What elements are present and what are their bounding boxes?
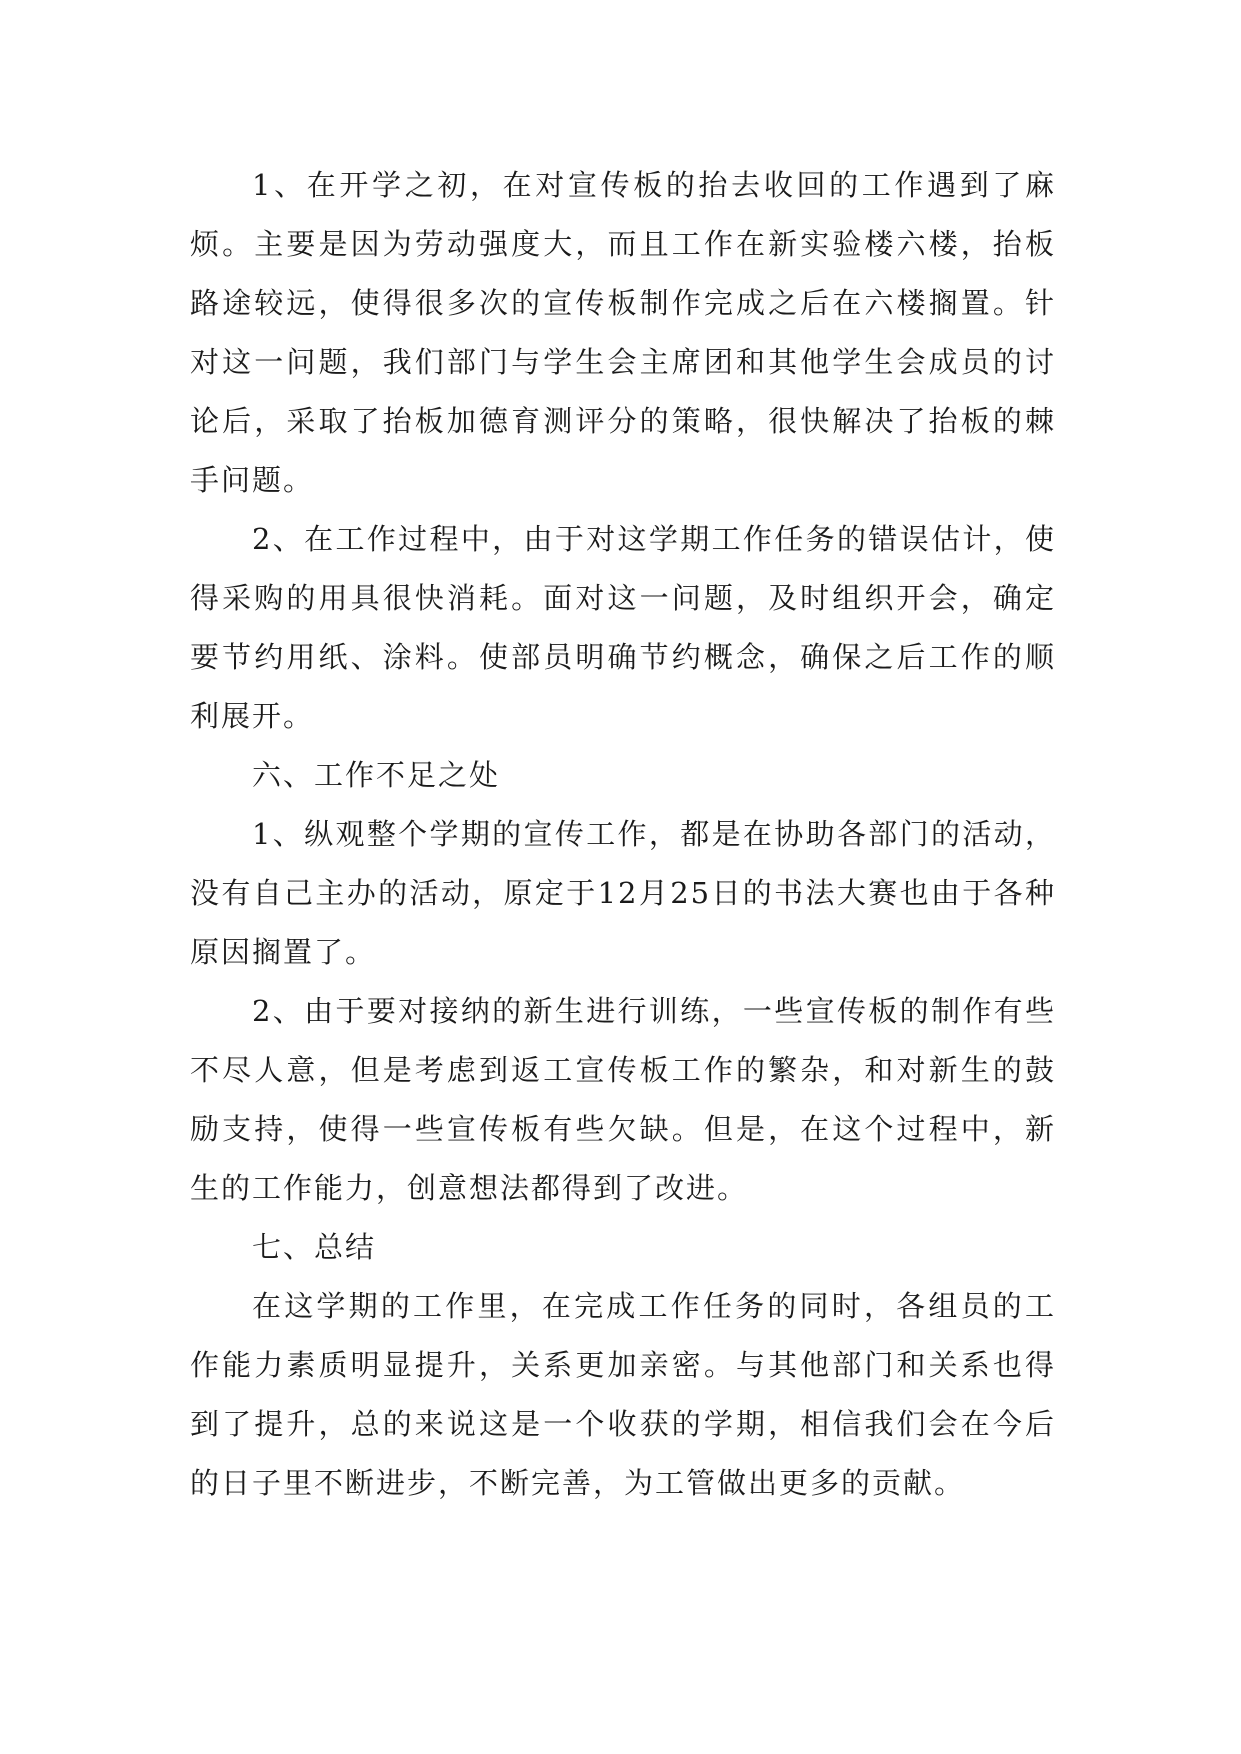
paragraph-summary: 在这学期的工作里，在完成工作任务的同时，各组员的工作能力素质明显提升，关系更加亲密。与其他部门和关系也得到了提升，总的来说这是一个收获的学期，相信我们会在今后的日子里不断进步，不断完善，为工管做出更多的贡献。	[190, 1289, 1056, 1500]
section-heading-shortcomings: 六、工作不足之处	[252, 758, 501, 792]
paragraph-problem-1: 1、在开学之初，在对宣传板的抬去收回的工作遇到了麻烦。主要是因为劳动强度大，而且工作在新实验楼六楼，抬板路途较远，使得很多次的宣传板制作完成之后在六楼搁置。针对这一问题，我们部门与学生会主席团和其他学生会成员的讨论后，采取了抬板加德育测评分的策略，很快解决了抬板的棘手问题。	[190, 168, 1056, 497]
paragraph-shortcoming-1: 1、纵观整个学期的宣传工作，都是在协助各部门的活动，没有自己主办的活动，原定于12月25日的书法大赛也由于各种原因搁置了。	[190, 817, 1056, 969]
section-heading-summary: 七、总结	[252, 1230, 377, 1264]
document-body	[190, 156, 1056, 1513]
paragraph-shortcoming-2: 2、由于要对接纳的新生进行训练，一些宣传板的制作有些不尽人意，但是考虑到返工宣传板工作的繁杂，和对新生的鼓励支持，使得一些宣传板有些欠缺。但是，在这个过程中，新生的工作能力，创意想法都得到了改进。	[190, 994, 1056, 1205]
paragraph-problem-2: 2、在工作过程中，由于对这学期工作任务的错误估计，使得采购的用具很快消耗。面对这一问题，及时组织开会，确定要节约用纸、涂料。使部员明确节约概念，确保之后工作的顺利展开。	[190, 522, 1056, 733]
